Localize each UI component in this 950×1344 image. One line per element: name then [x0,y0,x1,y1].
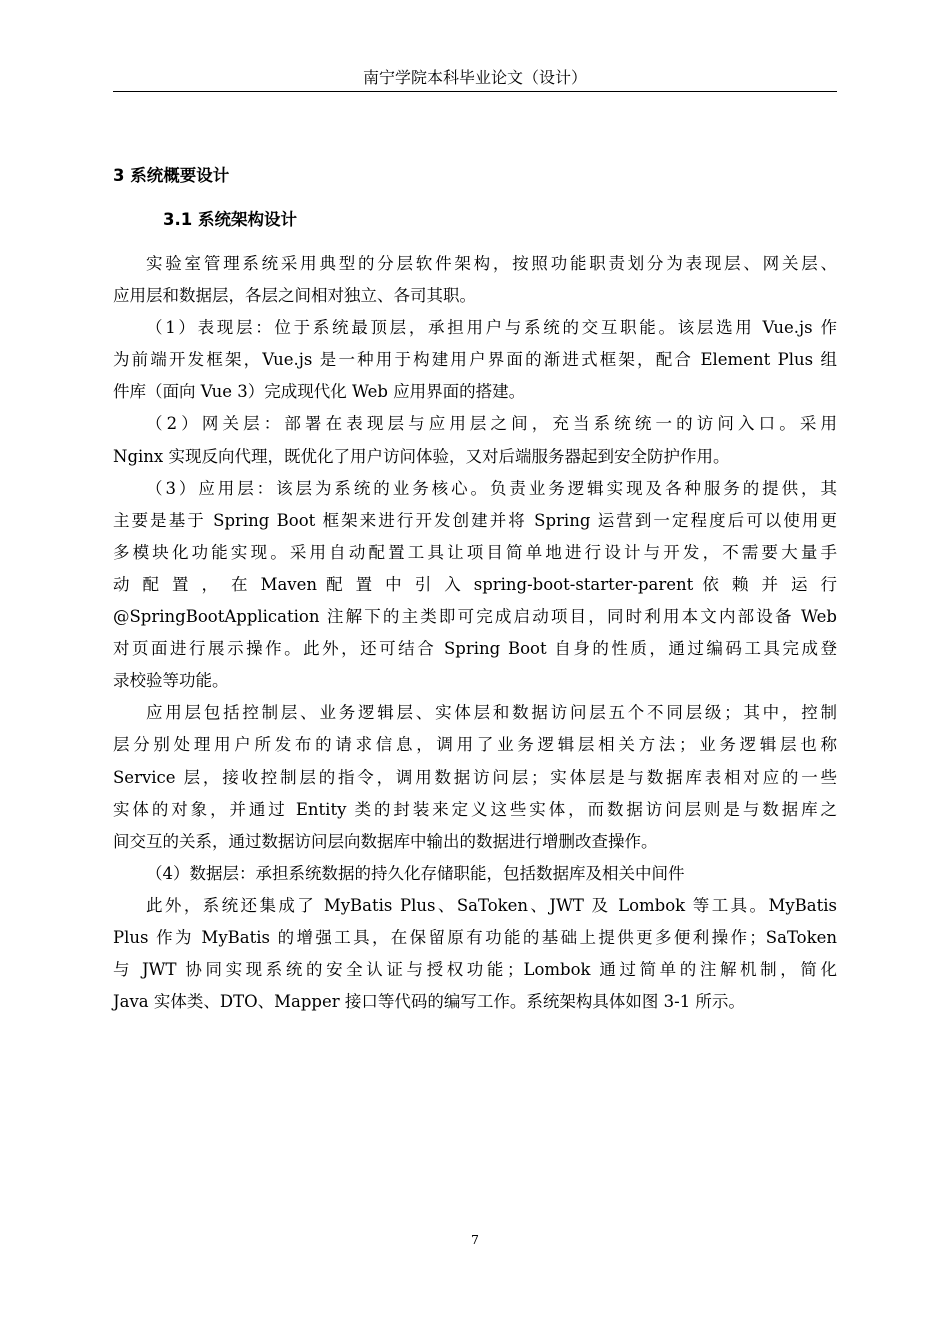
text-line: 实验室管理系统采用典型的分层软件架构，按照功能职责划分为表现层、网关层、 [146,254,837,273]
running-header: 南宁学院本科毕业论文（设计） [362,68,587,87]
text-line: Nginx 实现反向代理，既优化了用户访问体验，又对后端服务器起到安全防护作用。 [113,446,730,466]
text-line: 对页面进行展示操作。此外，还可结合 Spring Boot 自身的性质，通过编码工具完成登 [113,639,837,659]
text-line: （2）网关层：部署在表现层与应用层之间，充当系统统一的访问入口。采用 [146,414,837,434]
text-line: （4）数据层：承担系统数据的持久化存储职能，包括数据库及相关中间件 [146,863,685,883]
text-line: @SpringBootApplication 注解下的主类即可完成启动项目，同时利用本文内部设备 Web [113,607,837,627]
text-line: 层分别处理用户所发布的请求信息，调用了业务逻辑层相关方法；业务逻辑层也称 [113,735,837,755]
text-line: 应用层包括控制层、业务逻辑层、实体层和数据访问层五个不同层级；其中，控制 [146,703,837,723]
text-line: 录校验等功能。 [113,671,229,691]
text-line: 此外，系统还集成了 MyBatis Plus、SaToken、JWT 及 Lombok 等工具。MyBatis [146,895,837,915]
page-number: 7 [471,1232,479,1247]
text-line: （1）表现层：位于系统最顶层，承担用户与系统的交互职能。该层选用 Vue.js 作 [146,318,837,338]
text-line: 应用层和数据层，各层之间相对独立、各司其职。 [113,286,476,306]
header-rule [113,91,837,92]
text-line: （3）应用层：该层为系统的业务核心。负责业务逻辑实现及各种服务的提供，其 [146,478,837,498]
text-line: 实体的对象，并通过 Entity 类的封装来定义这些实体，而数据访问层则是与数据库之 [113,799,837,819]
body-text [113,248,837,1018]
text-line: 间交互的关系，通过数据访问层向数据库中输出的数据进行增删改查操作。 [113,831,658,851]
text-line: 为前端开发框架，Vue.js 是一种用于构建用户界面的渐进式框架，配合 Element Plus 组 [113,350,837,370]
text-line: 件库（面向 Vue 3）完成现代化 Web 应用界面的搭建。 [113,382,526,402]
subsection-heading: 3.1 系统架构设计 [163,210,297,229]
text-line: 动 配 置 ， 在 Maven 配 置 中 引 入 spring-boot-starter-parent 依 赖 并 运 行 [113,574,837,594]
text-line: Java 实体类、DTO、Mapper 接口等代码的编写工作。系统架构具体如图 3-1 所示。 [113,992,745,1012]
text-line: 主要是基于 Spring Boot 框架来进行开发创建并将 Spring 运营到一定程度后可以使用更 [113,510,837,530]
section-heading: 3 系统概要设计 [113,166,230,185]
text-line: Plus 作为 MyBatis 的增强工具，在保留原有功能的基础上提供更多便利操作；SaToken [113,927,837,947]
text-line: 多模块化功能实现。采用自动配置工具让项目简单地进行设计与开发，不需要大量手 [113,542,837,562]
text-line: 与 JWT 协同实现系统的安全认证与授权功能；Lombok 通过简单的注解机制，简化 [113,960,837,980]
text-line: Service 层，接收控制层的指令，调用数据访问层；实体层是与数据库表相对应的一些 [113,767,837,787]
